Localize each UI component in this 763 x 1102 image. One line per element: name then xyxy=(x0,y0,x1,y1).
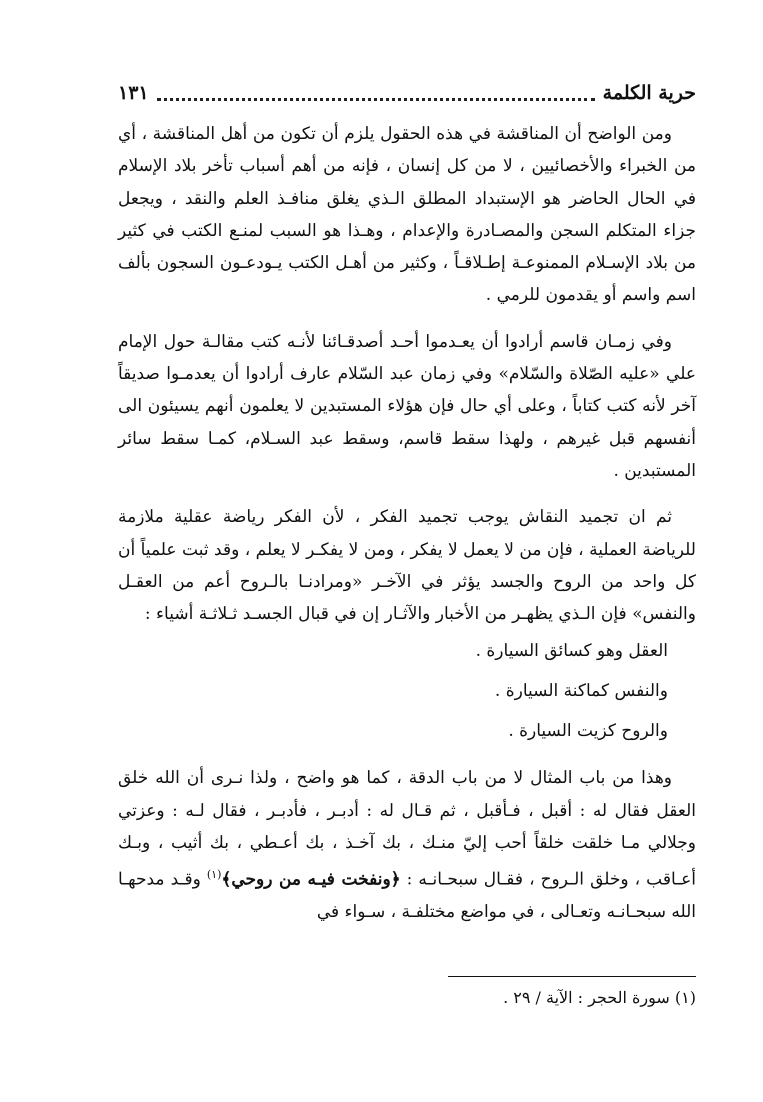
paragraph-3: ثم ان تجميد النقاش يوجب تجميد الفكر ، لأن الفكر رياضة عقلية ملازمة للرياضة العملية ، فإن من لا يعمل لا يفكر ، ومن لا يفكـر لا يعلم ، وقد ثبت علمياً أن كل واحد من الروح والجسد يؤثر في الآخـر «ومرادنـا بالـروح أعم من العقـل والنفس» فإن الـذي يظهـر من الأخبار والآثـار إن في قبال الجسـد ثـلاثـة أشياء : xyxy=(118,507,696,625)
list-item: والنفس كماكنة السيارة . xyxy=(494,681,668,702)
list-item: العقل وهو كسائق السيارة . xyxy=(475,641,668,662)
paragraph-4 xyxy=(118,762,696,928)
paragraph-4-text: وهذا من باب المثال لا من باب الدقة ، كما هو واضح ، ولذا نـرى أن الله خلق العقل فقال له : أقبل ، فـأقبل ، ثم قـال له : أدبـر ، فأدبـر ، فقال لـه : وعزتي وجلالي مـا خلقت خلقاً أحب إليّ منـك ، بك آخـذ ، بك أعـطي ، بك أثيب ، وبـك أعـاقب ، وخلق الـروح ، فقـال سبحـانـه : xyxy=(118,768,696,890)
paragraph-2: وفي زمـان قاسم أرادوا أن يعـدموا أحـد أصدقـائنا لأنـه كتب مقالـة حول الإمام علي «عليه الصّلاة والسّلام» وفي زمان عبد السّلام عارف أرادوا أن يعدمـوا صديقاً آخر لأنه كتب كتاباً ، وعلى أي حال فإن هؤلاء المستبدين لا يعلمون أنهم يسيئون الى أنفسهم قبل غيرهم ، ولهذا سقط قاسم، وسقط عبد السـلام، كمـا سقط سائر المستبدين . xyxy=(118,331,696,481)
chapter-title: حرية الكلمة xyxy=(602,82,696,104)
paragraph-1: ومن الواضح أن المناقشة في هذه الحقول يلزم أن تكون من أهل المناقشة ، أي من الخبراء والأخصائيين ، لا من كل إنسان ، فإنه من أهم أسباب تأخر بلاد الإسلام في الحال الحاضر هو الإستبداد المطلق الـذي يغلق منافـذ العلم والنقد ، ويجعل جزاء المتكلم السجن والمصـادرة والإعدام ، وهـذا هو السبب لمنـع الكتب في كثير من بلاد الإسـلام الممنوعـة إطـلاقـاً ، وكثير من أهـل الكتب يـودعـون السجون بألف اسم واسم أو يقدمون للرمي . xyxy=(118,124,696,306)
paragraph-4-continuation: وقـد مدحهـا الله سبحـانـه وتعـالى ، في مواضع مختلفـة ، سـواء في xyxy=(118,870,696,923)
footnote-marker: (١) xyxy=(206,868,222,882)
list-item: والروح كزيت السيارة . xyxy=(508,721,668,742)
body-text xyxy=(118,118,696,929)
header-leader-dots xyxy=(157,94,595,101)
page-number: ١٣١ xyxy=(118,82,149,104)
quran-quote: ﴿ونفخت فيـه من روحي﴾ xyxy=(221,870,401,890)
footnote-divider xyxy=(448,976,696,977)
running-header xyxy=(118,76,696,110)
footnote: (١) سورة الحجر : الآية / ٢٩ . xyxy=(503,988,696,1007)
